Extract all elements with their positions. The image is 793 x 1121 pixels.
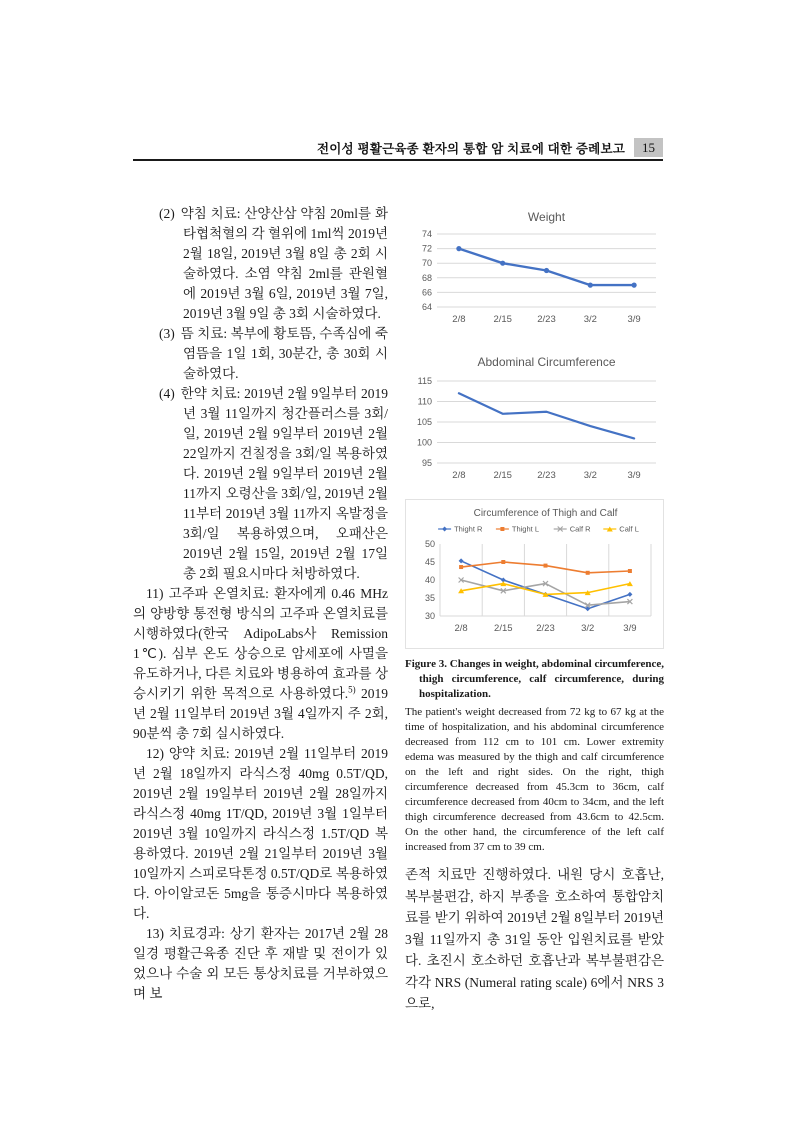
svg-text:2/15: 2/15	[493, 470, 512, 481]
list-marker: (4)	[159, 386, 175, 401]
list-marker: (3)	[159, 326, 175, 341]
svg-text:3/2: 3/2	[583, 314, 597, 325]
svg-text:110: 110	[417, 396, 432, 407]
svg-text:3/9: 3/9	[627, 314, 641, 325]
svg-text:2/8: 2/8	[452, 314, 466, 325]
paragraph-13: 13) 치료경과: 상기 환자는 2017년 2월 28일경 평활근육종 진단 후 재발 및 전이가 있었으나 수술 외 모든 통상치료를 거부하였으며 보	[133, 926, 388, 1001]
svg-text:64: 64	[421, 302, 432, 312]
paragraph-12: 12) 양약 치료: 2019년 2월 11일부터 2019년 2월 18일까지 라식스정 40mg 0.5T/QD, 2019년 2월 19일부터 2019년 2월 28일까지 라식스정 40mg 1T/QD, 2019년 3월 1일부터 2019년 3월 10일까지 라식스정 1.5T/QD 복용하였다. 2019년 2월 21일부터 2019년 3월 10일까지 스피로닥톤정 0.5T/QD로 복용하였다. 아이알코돈 5mg을 통증시마다 복용하였다.	[133, 746, 388, 921]
svg-text:Circumference of Thigh and Cal: Circumference of Thigh and Calf	[473, 508, 618, 519]
svg-text:Calf R: Calf R	[569, 524, 591, 534]
weight-chart	[405, 204, 664, 336]
svg-text:3/2: 3/2	[581, 623, 595, 634]
svg-text:45: 45	[424, 557, 435, 567]
svg-text:Thight R: Thight R	[454, 524, 483, 534]
abdominal-circumference-chart	[405, 347, 664, 492]
paragraph-11	[133, 584, 388, 744]
svg-text:68: 68	[421, 272, 432, 283]
svg-text:2/8: 2/8	[452, 470, 466, 481]
running-head: 전이성 평활근육종 환자의 통합 암 치료에 대한 증례보고	[316, 142, 625, 156]
svg-text:74: 74	[421, 229, 432, 239]
svg-text:2/15: 2/15	[493, 314, 512, 325]
right-column	[405, 204, 664, 1015]
list-item-4	[133, 384, 388, 584]
svg-text:72: 72	[421, 243, 432, 254]
svg-text:3/9: 3/9	[627, 470, 641, 481]
svg-text:Abdominal Circumference: Abdominal Circumference	[477, 355, 616, 369]
svg-text:2/23: 2/23	[537, 470, 556, 481]
list-item-text: 뜸 치료: 복부에 황토뜸, 수족심에 죽염뜸을 1일 1회, 30분간, 총 30회 시술하였다.	[180, 326, 388, 381]
svg-text:3/9: 3/9	[623, 623, 637, 634]
footnote-reference: 5)	[348, 684, 356, 695]
list-item-text: 약침 치료: 산양산삼 약침 20ml를 화타협척혈의 각 혈위에 1ml씩 2019년 2월 18일, 2019년 3월 8일 총 2회 시술하였다. 소염 약침 2ml를 관원혈에 2019년 3월 6일, 2019년 3월 7일, 2019년 3월 9일 총 3회 시술하였다.	[180, 206, 388, 321]
figure-caption-title: Figure 3. Changes in weight, abdominal circumference, thigh circumference, calf circumference, during hospitalization.	[405, 658, 664, 700]
svg-text:40: 40	[424, 575, 435, 585]
svg-text:2/15: 2/15	[494, 623, 513, 634]
svg-text:Thight L: Thight L	[511, 524, 540, 534]
left-text-column	[133, 204, 388, 1004]
page-number: 15	[634, 138, 663, 157]
paragraph-text: 11) 고주파 온열치료: 환자에게 0.46 MHz의 양방향 통전형 방식의 고주파 온열치료를 시행하였다(한국 AdipoLabs사 Remission 1℃). 심부 온도 상승으로 암세포에 사멸을 유도하거나, 다른 치료와 병용하여 효과를 상승시키기 위한 목적으로 사용하였다.	[133, 586, 388, 701]
svg-text:95: 95	[421, 458, 432, 468]
body-paragraph: 존적 치료만 진행하였다. 내원 당시 호흡난, 복부불편감, 하지 부종을 호소하여 통합암치료를 받기 위하여 2019년 2월 8일부터 2019년 3월 11일까지 총 31일 동안 입원치료를 받았다. 초진시 호소하던 호흡난과 복부불편감은 각각 NRS (Numeral rating scale) 6에서 NRS 3으로,	[405, 867, 664, 1011]
svg-text:115: 115	[417, 376, 432, 386]
svg-text:100: 100	[416, 437, 432, 448]
svg-text:105: 105	[416, 417, 432, 427]
svg-text:30: 30	[424, 611, 435, 621]
svg-text:Calf L: Calf L	[619, 524, 639, 534]
svg-text:70: 70	[421, 258, 432, 269]
svg-text:2/23: 2/23	[536, 623, 555, 634]
svg-text:35: 35	[424, 593, 435, 603]
page-header	[133, 138, 663, 161]
svg-text:66: 66	[421, 287, 432, 298]
thigh-calf-circumference-chart	[405, 499, 664, 649]
list-item-text: 한약 치료: 2019년 2월 9일부터 2019년 3월 11일까지 청간플러스를 3회/일, 2019년 2월 9일부터 2019년 2월 22일까지 건칠정을 3회/일 복용하였다. 2019년 2월 9일부터 2019년 2월 11까지 오령산을 3회/일, 2019년 2월 11부터 2019년 3월 11까지 옥발정을 3회/일 복용하였으며, 오패산은 2019년 2월 15일, 2019년 2월 17일 총 2회 필요시마다 처방하였다.	[180, 386, 388, 581]
paragraph-text: 2019년 2월 11일부터 2019년 3월 4일까지 주 2회, 90분씩 총 7회 실시하였다.	[133, 686, 388, 741]
svg-text:50: 50	[424, 539, 435, 549]
svg-text:Weight: Weight	[527, 210, 566, 224]
list-marker: (2)	[159, 206, 175, 221]
list-item-2	[133, 204, 388, 324]
list-item-3	[133, 324, 388, 384]
svg-text:2/23: 2/23	[537, 314, 556, 325]
svg-text:2/8: 2/8	[454, 623, 468, 634]
figure-caption-body: The patient's weight decreased from 72 kg to 67 kg at the time of hospitalization, and his abdominal circumference decreased from 112 cm to 101 cm. Lower extremity edema was measured by the thigh and calf circumference on the left and right sides. On the right, thigh circumference decreased from 45.3cm to 36cm, calf circumference decreased from 40cm to 34cm, and the left thigh circumference decreased from 43.6cm to 42.5cm. On the other hand, the circumference of the left calf increased from 37 cm to 39 cm.	[405, 706, 664, 853]
svg-text:3/2: 3/2	[583, 470, 597, 481]
